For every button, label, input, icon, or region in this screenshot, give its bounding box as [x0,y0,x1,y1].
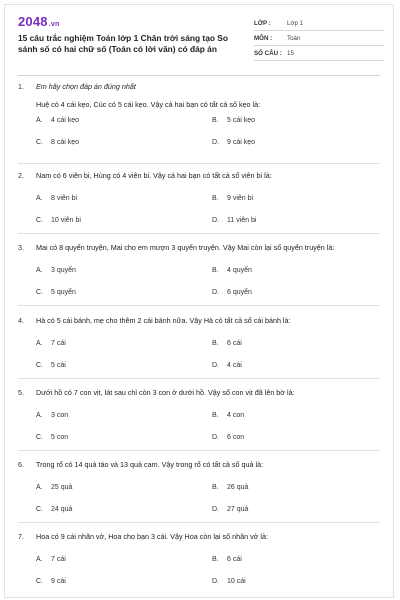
option-text: 27 quả [227,506,249,513]
worksheet-header [18,14,382,68]
option-text: 6 quyển [227,289,252,296]
question-number: 1. [18,82,24,91]
option-a[interactable] [36,117,79,124]
option-text: 5 quyển [51,289,76,296]
option-c[interactable] [36,217,81,224]
option-letter: D. [212,506,219,513]
option-d[interactable] [212,362,242,369]
option-a[interactable] [36,412,68,419]
question-stem [18,171,384,181]
option-letter: C. [36,434,43,441]
option-d[interactable] [212,139,255,146]
option-letter: D. [212,289,219,296]
instruction-text: Em hãy chọn đáp án đúng nhất [36,82,136,91]
answer-options [18,556,384,596]
option-letter: A. [36,556,43,563]
answer-options [18,412,384,452]
option-b[interactable] [212,267,252,274]
option-letter: B. [212,412,219,419]
answer-options [18,267,384,307]
option-letter: B. [212,117,219,124]
option-letter: D. [212,578,219,585]
option-letter: B. [212,340,219,347]
meta-label: SỐ CÂU : [254,49,282,57]
meta-label: LỚP : [254,19,271,27]
question-divider [18,305,380,306]
option-text: 11 viên bi [227,217,257,224]
meta-value: Lớp 1 [287,19,304,27]
meta-label: MÔN : [254,34,273,42]
meta-value: Toán [287,34,301,42]
option-b[interactable] [212,556,242,563]
option-b[interactable] [212,195,253,202]
question-number: 7. [18,532,24,541]
option-text: 5 con [51,434,69,441]
option-d[interactable] [212,578,246,585]
option-letter: C. [36,217,43,224]
option-letter: C. [36,362,43,369]
question-header [18,82,384,92]
option-text: 9 cái [51,578,66,585]
meta-value: 15 [287,49,294,57]
option-d[interactable] [212,217,256,224]
question-indent [18,100,36,110]
option-letter: A. [36,412,43,419]
option-a[interactable] [36,340,66,347]
question-divider [18,233,380,234]
option-letter: C. [36,139,43,146]
logo-tld: .vn [48,21,60,28]
option-text: 4 con [227,412,245,419]
question-stem [18,460,384,470]
option-letter: A. [36,117,43,124]
question-divider [18,522,380,523]
option-text: 25 quả [51,484,73,491]
worksheet-meta [254,16,384,61]
option-text: 4 quyển [227,267,252,274]
question-number: 6. [18,460,24,469]
option-letter: A. [36,340,43,347]
question-4 [18,316,384,380]
option-letter: C. [36,289,43,296]
question-text: Huệ có 4 cái kẹo, Cúc có 5 cái kẹo. Vậy cả hai bạn có tất cả số kẹo là: [36,100,261,109]
option-text: 24 quả [51,506,73,513]
question-text: Hoa có 9 cái nhãn vở, Hoa cho bạn 3 cái. Vậy Hoa còn lại số nhãn vở là: [36,532,268,541]
meta-row-grade [254,16,384,31]
option-text: 7 cái [51,556,66,563]
question-text: Trong rổ có 14 quả táo và 13 quả cam. Vậy trong rổ có tất cả số quả là: [36,460,264,469]
option-letter: D. [212,217,219,224]
option-b[interactable] [212,340,242,347]
option-text: 4 cái kẹo [51,117,80,124]
question-stem [18,388,384,398]
option-c[interactable] [36,578,66,585]
question-text: Hà có 5 cái bánh, mẹ cho thêm 2 cái bánh nữa. Vậy Hà có tất cả số cái bánh là: [36,316,291,325]
question-number: 2. [18,171,24,180]
option-letter: C. [36,506,43,513]
option-text: 8 viên bi [51,195,78,202]
question-number: 3. [18,243,24,252]
question-text: Nam có 6 viên bi, Hùng có 4 viên bi. Vậy cả hai bạn có tất cả số viên bi là: [36,171,272,180]
option-text: 5 cái [51,362,66,369]
answer-options [18,484,384,524]
option-b[interactable] [212,412,244,419]
option-a[interactable] [36,267,76,274]
worksheet-title: 15 câu trắc nghiệm Toán lớp 1 Chân trời sáng tạo So sánh số có hai chữ số (Toán có lời văn) có đáp án [18,33,228,54]
option-letter: D. [212,362,219,369]
question-1 [18,82,384,157]
question-divider [18,450,380,451]
option-text: 6 cái [227,340,242,347]
option-c[interactable] [36,139,79,146]
option-text: 5 cái kẹo [227,117,256,124]
question-stem [18,100,384,110]
option-b[interactable] [212,117,255,124]
answer-options [18,117,384,157]
option-text: 6 cái [227,556,242,563]
option-c[interactable] [36,506,72,513]
option-a[interactable] [36,556,66,563]
option-letter: A. [36,484,43,491]
option-text: 26 quả [227,484,249,491]
question-text: Mai có 8 quyển truyện, Mai cho em mượn 3 quyển truyện. Vậy Mai còn lại số quyển truyện là: [36,243,335,252]
option-a[interactable] [36,195,77,202]
question-number: 5. [18,388,24,397]
option-letter: C. [36,578,43,585]
option-letter: D. [212,139,219,146]
option-c[interactable] [36,434,68,441]
option-text: 3 quyển [51,267,76,274]
option-d[interactable] [212,434,244,441]
question-divider [18,163,380,164]
question-3 [18,243,384,307]
answer-options [18,195,384,235]
option-text: 6 con [227,434,245,441]
logo-text: 2048 [18,14,48,29]
question-7 [18,532,384,596]
option-b[interactable] [212,484,248,491]
option-c[interactable] [36,289,76,296]
option-d[interactable] [212,506,248,513]
meta-row-subject [254,31,384,46]
question-stem [18,316,384,326]
question-5 [18,388,384,452]
option-text: 10 viên bi [51,217,81,224]
question-divider [18,378,380,379]
question-text: Dưới hồ có 7 con vịt, lát sau chỉ còn 3 con ở dưới hồ. Vậy số con vịt đã lên bờ là: [36,388,295,397]
option-d[interactable] [212,289,252,296]
answer-options [18,340,384,380]
option-letter: B. [212,484,219,491]
option-a[interactable] [36,484,72,491]
question-stem [18,243,384,253]
header-divider [18,75,380,76]
site-logo[interactable] [18,14,59,29]
option-letter: A. [36,195,43,202]
option-letter: A. [36,267,43,274]
option-text: 8 cái kẹo [51,139,80,146]
option-letter: D. [212,434,219,441]
option-text: 7 cái [51,340,66,347]
question-stem [18,532,384,542]
option-letter: B. [212,195,219,202]
question-2 [18,171,384,235]
option-letter: B. [212,267,219,274]
question-number: 4. [18,316,24,325]
option-text: 3 con [51,412,69,419]
option-text: 4 cái [227,362,242,369]
option-text: 9 viên bi [227,195,254,202]
option-text: 9 cái kẹo [227,139,256,146]
meta-row-count [254,46,384,61]
option-letter: B. [212,556,219,563]
question-6 [18,460,384,524]
option-text: 10 cái [227,578,246,585]
option-c[interactable] [36,362,66,369]
